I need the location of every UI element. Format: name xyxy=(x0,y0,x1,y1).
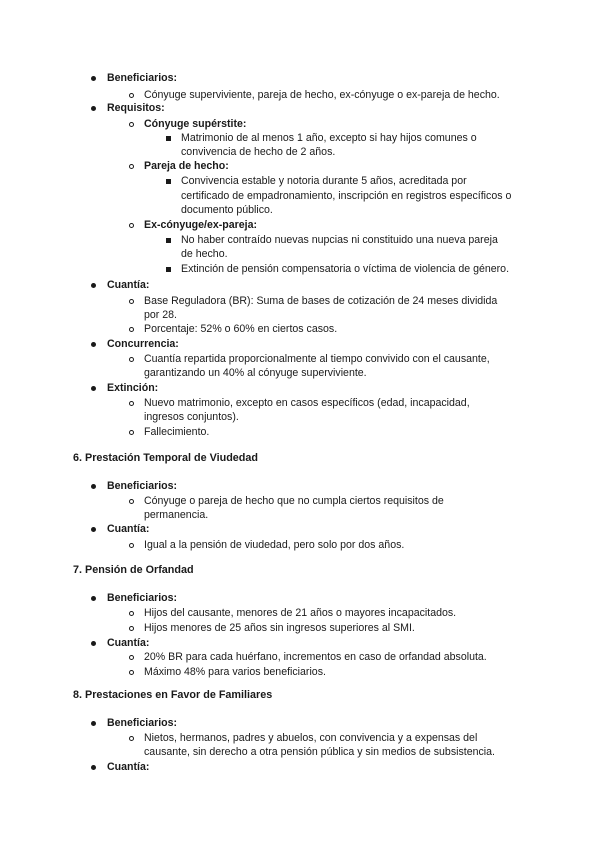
bullet-circle xyxy=(129,499,134,504)
bullet-disc xyxy=(91,765,96,770)
bullet-circle xyxy=(129,611,134,616)
viudedad-cuantia-line: Porcentaje: 52% o 60% en ciertos casos. xyxy=(144,323,338,335)
bullet-square xyxy=(166,238,171,243)
bullet-circle xyxy=(129,299,134,304)
bullet-disc xyxy=(91,76,96,81)
requisitos-ex-line: de hecho. xyxy=(181,248,228,260)
section-7-beneficiarios-item: Hijos menores de 25 años sin ingresos superiores al SMI. xyxy=(144,622,415,634)
section-7-cuantia-item: Máximo 48% para varios beneficiarios. xyxy=(144,666,326,678)
bullet-disc xyxy=(91,386,96,391)
requisitos-pareja-line: documento público. xyxy=(181,204,273,216)
bullet-disc xyxy=(91,484,96,489)
viudedad-cuantia-line: por 28. xyxy=(144,309,177,321)
viudedad-extincion-label: Extinción: xyxy=(107,382,159,394)
section-8-beneficiarios-label: Beneficiarios: xyxy=(107,717,178,729)
bullet-circle xyxy=(129,327,134,332)
requisitos-conyuge-line: Matrimonio de al menos 1 año, excepto si hay hijos comunes o xyxy=(181,132,477,144)
section-7-cuantia-item: 20% BR para cada huérfano, incrementos en caso de orfandad absoluta. xyxy=(144,651,487,663)
bullet-circle xyxy=(129,401,134,406)
viudedad-concurrencia-line: garantizando un 40% al cónyuge superviviente. xyxy=(144,367,367,379)
bullet-disc xyxy=(91,596,96,601)
viudedad-concurrencia-line: Cuantía repartida proporcionalmente al tiempo convivido con el causante, xyxy=(144,353,490,365)
section-8-beneficiarios-line: causante, sin derecho a otra pensión pública y sin medios de subsistencia. xyxy=(144,746,495,758)
bullet-disc xyxy=(91,342,96,347)
bullet-circle xyxy=(129,626,134,631)
viudedad-beneficiarios-label: Beneficiarios: xyxy=(107,72,178,84)
section-8-title: 8. Prestaciones en Favor de Familiares xyxy=(73,689,273,701)
viudedad-beneficiarios-item: Cónyuge superviviente, pareja de hecho, ex-cónyuge o ex-pareja de hecho. xyxy=(144,89,500,101)
section-7-cuantia-label: Cuantía: xyxy=(107,637,150,649)
requisitos-conyuge-line: convivencia de hecho de 2 años. xyxy=(181,146,336,158)
viudedad-extincion-line: Nuevo matrimonio, excepto en casos específicos (edad, incapacidad, xyxy=(144,397,470,409)
section-7-title: 7. Pensión de Orfandad xyxy=(73,564,194,576)
requisitos-ex-line: Extinción de pensión compensatoria o víctima de violencia de género. xyxy=(181,263,510,275)
requisitos-ex-line: No haber contraído nuevas nupcias ni constituido una nueva pareja xyxy=(181,234,498,246)
bullet-circle xyxy=(129,164,134,169)
requisitos-conyuge-label: Cónyuge supérstite: xyxy=(144,118,247,130)
viudedad-extincion-line: ingresos conjuntos). xyxy=(144,411,239,423)
bullet-disc xyxy=(91,641,96,646)
section-8-beneficiarios-line: Nietos, hermanos, padres y abuelos, con convivencia y a expensas del xyxy=(144,732,478,744)
section-6-cuantia-item: Igual a la pensión de viudedad, pero solo por dos años. xyxy=(144,539,405,551)
section-6-cuantia-label: Cuantía: xyxy=(107,523,150,535)
bullet-circle xyxy=(129,93,134,98)
section-6-beneficiarios-label: Beneficiarios: xyxy=(107,480,178,492)
section-6-title: 6. Prestación Temporal de Viudedad xyxy=(73,452,259,464)
bullet-disc xyxy=(91,721,96,726)
requisitos-pareja-line: Convivencia estable y notoria durante 5 años, acreditada por xyxy=(181,175,467,187)
requisitos-pareja-label: Pareja de hecho: xyxy=(144,160,229,172)
bullet-circle xyxy=(129,430,134,435)
viudedad-concurrencia-label: Concurrencia: xyxy=(107,338,179,350)
section-7-beneficiarios-item: Hijos del causante, menores de 21 años o mayores incapacitados. xyxy=(144,607,457,619)
viudedad-requisitos-label: Requisitos: xyxy=(107,102,165,114)
bullet-square xyxy=(166,136,171,141)
viudedad-cuantia-label: Cuantía: xyxy=(107,279,150,291)
bullet-circle xyxy=(129,670,134,675)
bullet-circle xyxy=(129,543,134,548)
bullet-circle xyxy=(129,357,134,362)
requisitos-ex-label: Ex-cónyuge/ex-pareja: xyxy=(144,219,258,231)
section-8-cuantia-label: Cuantía: xyxy=(107,761,150,773)
section-7-beneficiarios-label: Beneficiarios: xyxy=(107,592,178,604)
bullet-circle xyxy=(129,655,134,660)
bullet-circle xyxy=(129,736,134,741)
viudedad-cuantia-line: Base Reguladora (BR): Suma de bases de cotización de 24 meses dividida xyxy=(144,295,498,307)
viudedad-extincion-line: Fallecimiento. xyxy=(144,426,210,438)
bullet-square xyxy=(166,267,171,272)
bullet-circle xyxy=(129,122,134,127)
bullet-square xyxy=(166,179,171,184)
bullet-disc xyxy=(91,106,96,111)
bullet-circle xyxy=(129,223,134,228)
bullet-disc xyxy=(91,527,96,532)
section-6-beneficiarios-line: Cónyuge o pareja de hecho que no cumpla ciertos requisitos de xyxy=(144,495,444,507)
bullet-disc xyxy=(91,283,96,288)
requisitos-pareja-line: certificado de empadronamiento, inscripción en registros específicos o xyxy=(181,190,512,202)
section-6-beneficiarios-line: permanencia. xyxy=(144,509,209,521)
